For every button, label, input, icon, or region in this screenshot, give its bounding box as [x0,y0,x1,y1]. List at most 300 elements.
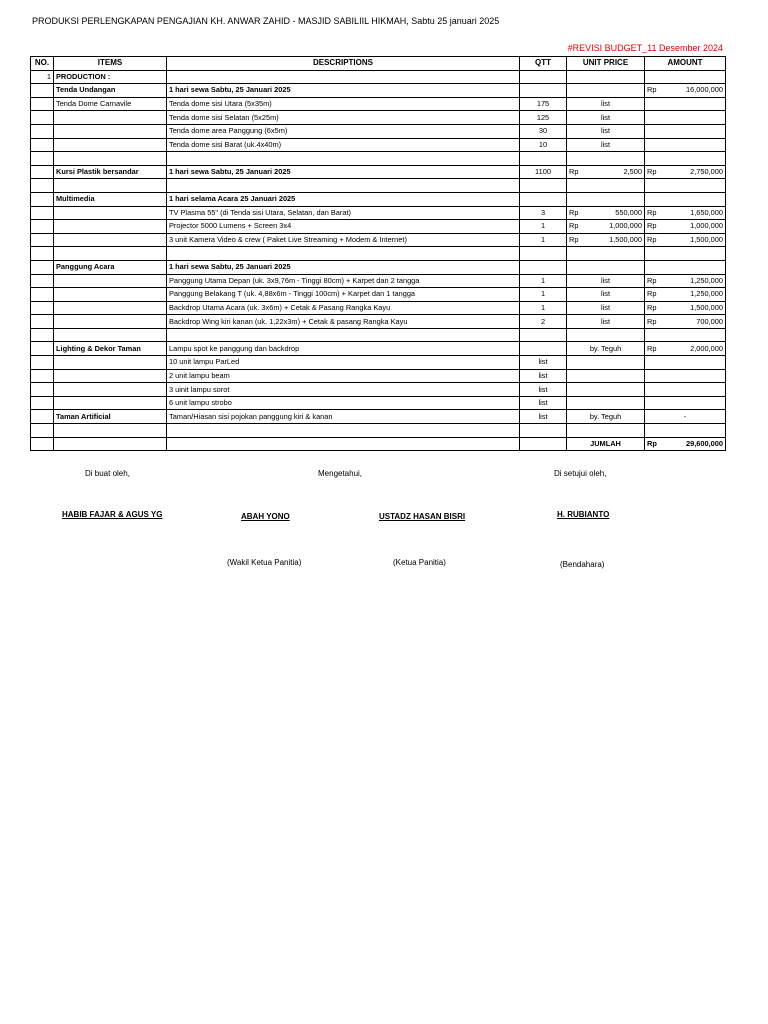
header-descriptions: DESCRIPTIONS [167,57,520,71]
row-amount-value: - [683,411,687,421]
row-unit-price [567,315,645,329]
row-qtt [520,315,567,329]
row-unit-price-value: list [600,126,611,136]
row-description [167,152,520,166]
row-description-text: Lampu spot ke panggung dan backdrop [169,343,300,353]
table-row [31,220,726,234]
row-qtt [520,84,567,98]
row-amount [645,233,726,247]
row-description-text: 1 hari sewa Sabtu, 25 Januari 2025 [169,167,291,177]
row-amount-currency: Rp [647,235,657,245]
row-no [31,206,54,220]
row-item [54,97,167,111]
row-item [54,206,167,220]
row-amount [645,383,726,397]
row-unit-price [567,206,645,220]
row-amount [645,220,726,234]
row-unit-price [567,274,645,288]
row-qtt-text: list [538,357,548,367]
row-qtt [520,192,567,206]
row-item-text: PRODUCTION : [56,71,111,81]
row-amount [645,124,726,138]
row-no [31,152,54,166]
row-no-text: 1 [46,71,51,81]
row-unit-price [567,288,645,302]
row-item [54,165,167,179]
row-item-text: Taman Artificial [56,411,111,421]
row-unit-price-value: 1,000,000 [609,221,642,231]
row-unit-price-value: 2,500 [623,167,642,177]
row-qtt [520,111,567,125]
row-amount-value: 16,000,000 [686,85,723,95]
chair-name: USTADZ HASAN BISRI [379,512,466,521]
row-unit-price [567,220,645,234]
row-no [31,328,54,342]
row-amount-currency: Rp [647,316,657,326]
row-unit-price [567,124,645,138]
row-item [54,260,167,274]
row-qtt [520,328,567,342]
row-no [31,70,54,84]
row-item [54,424,167,438]
row-description [167,70,520,84]
table-row [31,315,726,329]
row-qtt [520,383,567,397]
row-no [31,315,54,329]
row-description-text: Panggung Utama Depan (uk. 3x9,76m - Tinggi 80cm) + Karpet dan 2 tangga [169,275,420,285]
row-item-text: Multimedia [56,194,95,204]
row-description [167,124,520,138]
row-unit-price [567,383,645,397]
row-amount [645,111,726,125]
row-item [54,288,167,302]
table-row [31,274,726,288]
header-items: ITEMS [54,57,167,71]
row-unit-price [567,410,645,424]
row-qtt [520,206,567,220]
row-amount [645,301,726,315]
row-qtt-text: 30 [538,126,548,136]
row-unit-price-currency: Rp [569,235,579,245]
row-amount [645,97,726,111]
row-description-text: Tenda dome sisi Selatan (5x25m) [169,112,279,122]
row-item [54,179,167,193]
row-description-text: 2 unit lampu beam [169,370,230,380]
row-item [54,220,167,234]
row-item [54,342,167,356]
row-description-text: 3 uinit lampu sorot [169,384,230,394]
chair-role: (Ketua Panitia) [393,558,446,567]
total-row [31,437,726,451]
row-unit-price-value: 550,000 [615,207,642,217]
row-amount [645,328,726,342]
row-description [167,315,520,329]
row-amount [645,206,726,220]
row-qtt [520,233,567,247]
row-qtt [520,124,567,138]
table-row [31,288,726,302]
row-item-text: Tenda Dome Carnavile [56,99,132,109]
table-row [31,138,726,152]
row-description [167,84,520,98]
row-item [54,124,167,138]
row-unit-price [567,97,645,111]
row-item-text: Lighting & Dekor Taman [56,343,141,353]
row-qtt [520,424,567,438]
row-qtt-text: list [538,384,548,394]
row-description-text: 6 unit lampu strobo [169,398,232,408]
row-qtt [520,247,567,261]
row-no [31,97,54,111]
row-amount [645,247,726,261]
row-qtt [520,301,567,315]
row-amount [645,70,726,84]
row-qtt-text: 175 [536,99,550,109]
row-description-text: Tenda dome sisi Utara (5x35m) [169,99,272,109]
row-item [54,274,167,288]
row-description [167,396,520,410]
row-amount-currency: Rp [647,167,657,177]
row-no [31,124,54,138]
row-qtt-text: list [538,411,548,421]
table-row [31,192,726,206]
row-qtt [520,396,567,410]
row-unit-price-currency: Rp [569,207,579,217]
table-row [31,233,726,247]
row-unit-price [567,247,645,261]
row-no [31,288,54,302]
table-row [31,424,726,438]
row-unit-price [567,356,645,370]
row-description [167,179,520,193]
row-item [54,301,167,315]
table-row [31,369,726,383]
vice-chair-role: (Wakil Ketua Panitia) [227,558,302,567]
maker-name: HABIB FAJAR & AGUS YG [62,510,163,519]
row-amount [645,165,726,179]
row-no [31,356,54,370]
table-row [31,301,726,315]
row-amount-value: 2,750,000 [690,167,723,177]
row-no [31,179,54,193]
row-qtt-text: 1 [540,221,546,231]
treasurer-role: (Bendahara) [560,560,605,569]
row-description-text: 1 hari selama Acara 25 Januari 2025 [169,194,296,204]
row-qtt [520,70,567,84]
row-item [54,70,167,84]
table-row [31,410,726,424]
row-amount [645,192,726,206]
row-description [167,97,520,111]
row-qtt [520,179,567,193]
row-qtt [520,220,567,234]
row-amount-value: 700,000 [696,316,723,326]
row-no [31,260,54,274]
row-description [167,192,520,206]
row-description [167,274,520,288]
row-unit-price-value: list [600,316,611,326]
header-qtt: QTT [520,57,567,71]
table-row [31,342,726,356]
row-unit-price-value: by. Teguh [589,343,622,353]
row-description [167,383,520,397]
table-row [31,165,726,179]
row-unit-price [567,396,645,410]
table-row [31,383,726,397]
row-unit-price-currency: Rp [569,221,579,231]
row-unit-price-currency: Rp [569,167,579,177]
row-item [54,356,167,370]
row-amount [645,424,726,438]
table-row [31,396,726,410]
row-no [31,220,54,234]
total-label: JUMLAH [567,437,645,451]
row-no [31,233,54,247]
row-description-text: 10 unit lampu ParLed [169,357,240,367]
row-unit-price [567,301,645,315]
row-item [54,410,167,424]
row-unit-price [567,84,645,98]
row-description-text: 1 hari sewa Sabtu, 25 Januari 2025 [169,262,291,272]
row-description-text: Panggung Belakang T (uk. 4,88x6m - Tinggi 100cm) + Karpet dan 1 tangga [169,289,416,299]
row-amount-value: 2,000,000 [690,343,723,353]
row-item [54,84,167,98]
row-item [54,396,167,410]
row-qtt [520,97,567,111]
row-amount-value: 1,500,000 [690,235,723,245]
row-unit-price-value: list [600,99,611,109]
row-item-text: Tenda Undangan [56,85,116,95]
row-unit-price-value: list [600,112,611,122]
vice-chair-name: ABAH YONO [241,512,290,521]
row-unit-price-value: list [600,275,611,285]
row-qtt-text: 2 [540,316,546,326]
row-qtt-text: 1 [540,289,546,299]
row-amount-currency: Rp [647,275,657,285]
row-unit-price [567,111,645,125]
table-row [31,111,726,125]
approved-by-label: Di setujui oleh, [554,469,607,478]
row-amount-currency: Rp [647,289,657,299]
revision-note: #REVISI BUDGET_11 Desember 2024 [567,43,723,53]
row-description [167,111,520,125]
row-no [31,424,54,438]
row-description [167,138,520,152]
row-amount [645,288,726,302]
row-item [54,152,167,166]
row-item [54,192,167,206]
row-qtt-text: 125 [536,112,550,122]
row-description-text: Projector 5000 Lumens + Screen 3x4 [169,221,292,231]
row-item [54,247,167,261]
row-amount [645,315,726,329]
row-item [54,233,167,247]
row-unit-price [567,424,645,438]
row-qtt [520,152,567,166]
row-description-text: Taman/Hiasan sisi pojokan panggung kiri & kanan [169,411,333,421]
row-unit-price [567,192,645,206]
total-amount [645,437,726,451]
row-qtt [520,369,567,383]
table-row [31,84,726,98]
row-amount-currency: Rp [647,221,657,231]
row-no [31,111,54,125]
row-qtt [520,410,567,424]
row-no [31,165,54,179]
row-qtt-text: 1100 [535,167,551,177]
table-row [31,124,726,138]
row-unit-price [567,165,645,179]
row-qtt-text: 3 [540,207,546,217]
row-unit-price [567,328,645,342]
row-unit-price-value: by. Teguh [589,411,622,421]
row-no [31,274,54,288]
row-description-text: Backdrop Wing kiri kanan (uk. 1,22x3m) + Cetak & pasang Rangka Kayu [169,316,408,326]
row-amount [645,356,726,370]
row-unit-price [567,152,645,166]
row-description [167,233,520,247]
row-no [31,192,54,206]
row-unit-price [567,369,645,383]
row-amount [645,84,726,98]
row-amount [645,342,726,356]
row-item [54,111,167,125]
row-description [167,342,520,356]
row-qtt [520,356,567,370]
row-amount [645,152,726,166]
row-qtt [520,260,567,274]
row-description [167,424,520,438]
row-qtt-text: 1 [540,302,546,312]
row-description [167,206,520,220]
row-unit-price-value: list [600,139,611,149]
row-description [167,328,520,342]
row-qtt-text: 1 [540,275,546,285]
row-amount-currency: Rp [647,85,657,95]
row-qtt [520,165,567,179]
row-no [31,84,54,98]
table-row [31,247,726,261]
row-unit-price [567,260,645,274]
row-description [167,247,520,261]
row-qtt [520,274,567,288]
row-description [167,356,520,370]
table-row [31,152,726,166]
made-by-label: Di buat oleh, [85,469,130,478]
row-unit-price-value: list [600,289,611,299]
row-unit-price [567,138,645,152]
row-amount-value: 1,650,000 [690,207,723,217]
table-row [31,97,726,111]
row-description [167,410,520,424]
header-unit-price: UNIT PRICE [567,57,645,71]
row-qtt [520,138,567,152]
row-description-text: 1 hari sewa Sabtu, 25 Januari 2025 [169,85,291,95]
table-row [31,260,726,274]
row-unit-price [567,233,645,247]
total-value: 29,600,000 [686,438,723,448]
row-no [31,301,54,315]
row-no [31,396,54,410]
row-description [167,220,520,234]
table-row [31,328,726,342]
row-amount-value: 1,500,000 [690,302,723,312]
row-item [54,138,167,152]
row-no [31,383,54,397]
table-header-row [31,57,726,71]
row-unit-price [567,70,645,84]
row-description [167,369,520,383]
header-amount: AMOUNT [645,57,726,71]
row-amount [645,138,726,152]
row-description [167,165,520,179]
row-item [54,383,167,397]
row-amount-value: 1,250,000 [690,289,723,299]
acknowledged-label: Mengetahui, [318,469,363,478]
table-row [31,356,726,370]
row-amount [645,369,726,383]
row-qtt-text: list [538,370,548,380]
row-amount-value: 1,250,000 [690,275,723,285]
row-unit-price-value: 1,500,000 [609,235,642,245]
row-amount [645,179,726,193]
table-row [31,179,726,193]
row-amount [645,274,726,288]
row-item [54,328,167,342]
row-description-text: 3 unit Kamera Video & crew ( Paket Live Streaming + Modem & Internet) [169,235,407,245]
row-no [31,247,54,261]
row-amount-currency: Rp [647,207,657,217]
table-row [31,70,726,84]
row-qtt [520,288,567,302]
row-unit-price [567,342,645,356]
row-amount-value: 1,000,000 [690,221,723,231]
row-description [167,288,520,302]
row-qtt [520,342,567,356]
row-item-text: Panggung Acara [56,262,115,272]
document-title: PRODUKSI PERLENGKAPAN PENGAJIAN KH. ANWAR ZAHID - MASJID SABILIIL HIKMAH, Sabtu 25 januari 2025 [32,16,500,26]
row-amount-currency: Rp [647,343,657,353]
row-amount [645,410,726,424]
table-row [31,206,726,220]
total-currency: Rp [647,438,657,448]
row-no [31,369,54,383]
row-item [54,369,167,383]
row-description [167,260,520,274]
row-no [31,138,54,152]
row-description-text: TV Plasma 55" (di Tenda sisi Utara, Selatan, dan Barat) [169,207,352,217]
row-item [54,315,167,329]
row-description [167,301,520,315]
row-qtt-text: 10 [538,139,548,149]
row-description-text: Backdrop Utama Acara (uk. 3x6m) + Cetak & Pasang Rangka Kayu [169,302,391,312]
row-unit-price-value: list [600,302,611,312]
row-description-text: Tenda dome sisi Barat (uk.4x40m) [169,139,282,149]
row-qtt-text: list [538,398,548,408]
row-no [31,342,54,356]
row-unit-price [567,179,645,193]
budget-table [30,56,726,451]
row-qtt-text: 1 [540,235,546,245]
row-item-text: Kursi Plastik bersandar [56,167,139,177]
row-no [31,410,54,424]
row-description-text: Tenda dome area Panggung (6x5m) [169,126,288,136]
row-amount-currency: Rp [647,302,657,312]
header-no: NO. [31,57,54,71]
treasurer-name: H. RUBIANTO [557,510,610,519]
row-amount [645,396,726,410]
row-amount [645,260,726,274]
